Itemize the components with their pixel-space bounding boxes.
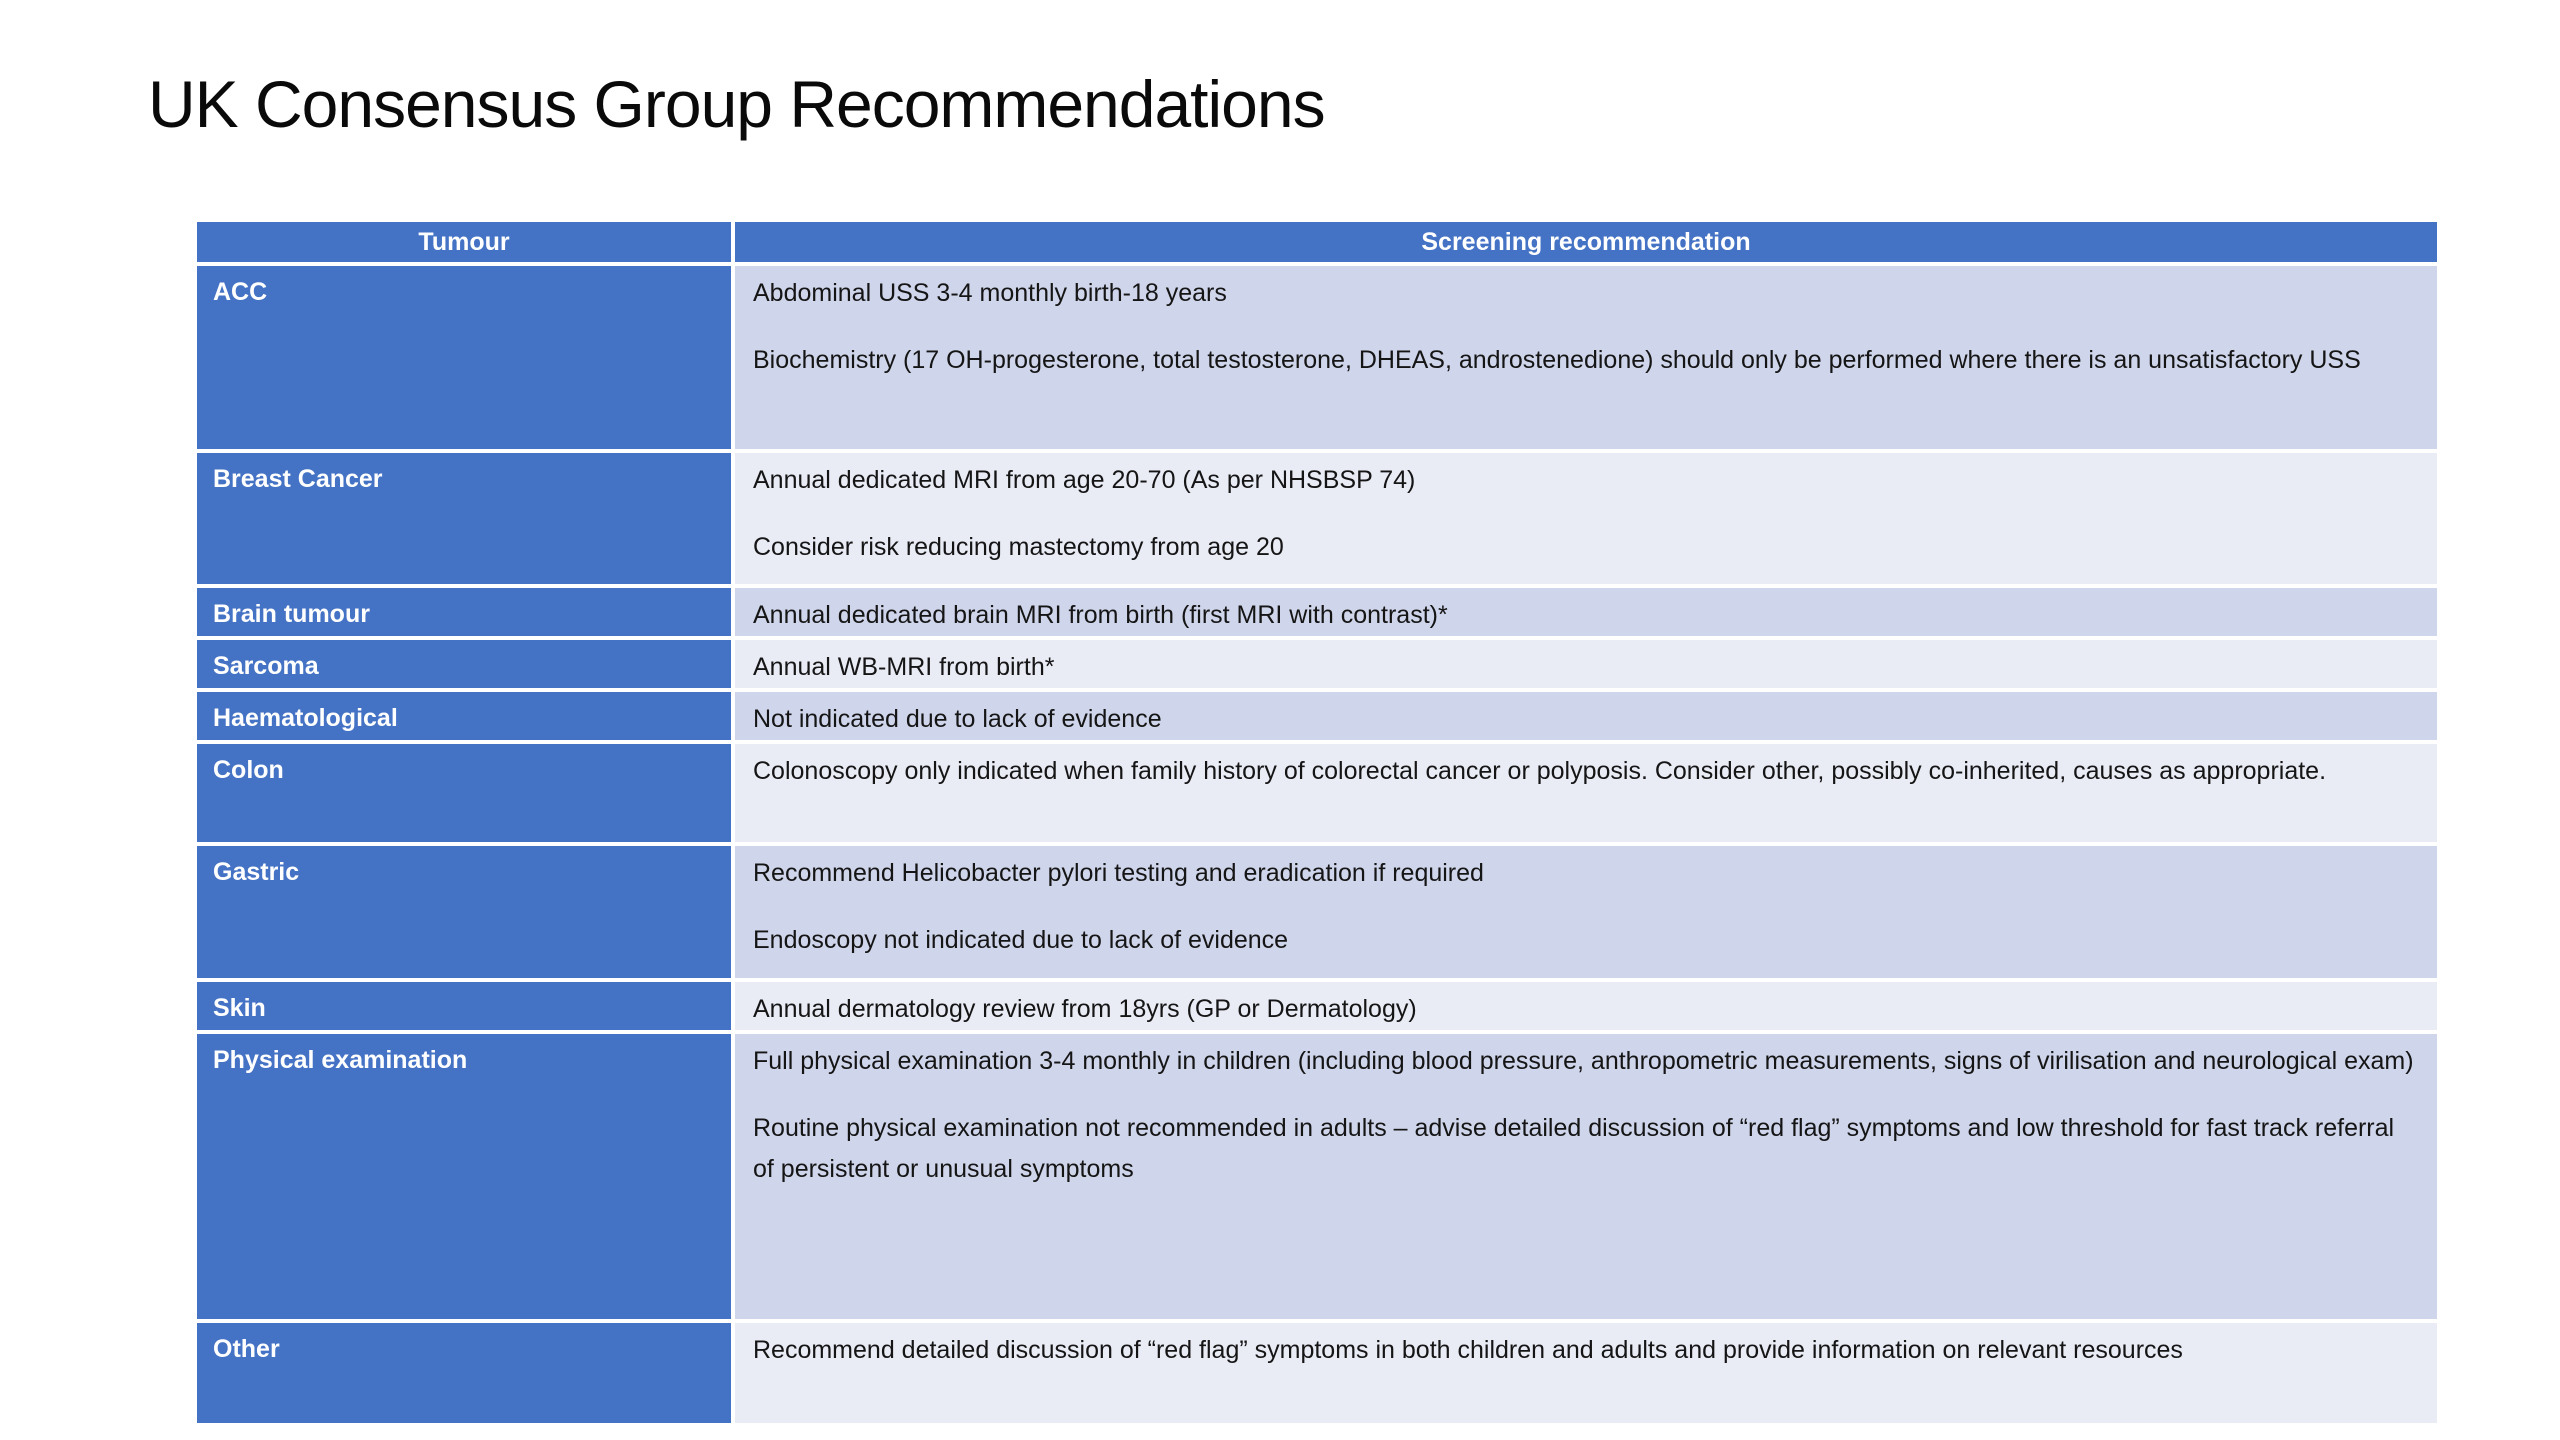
recommendation-text: Recommend Helicobacter pylori testing and eradication if required [753, 859, 1484, 887]
tumour-cell: Haematological [195, 690, 733, 742]
tumour-cell: ACC [195, 264, 733, 451]
recommendation-cell [733, 451, 2439, 586]
recommendation-cell [733, 264, 2439, 451]
recommendation-text: Annual dedicated MRI from age 20-70 (As per NHSBSP 74) [753, 466, 1416, 494]
recommendation-cell [733, 1032, 2439, 1321]
table-row [195, 638, 2439, 690]
table-row [195, 980, 2439, 1032]
tumour-cell: Brain tumour [195, 586, 733, 638]
recommendation-cell [733, 638, 2439, 690]
recommendation-cell [733, 1321, 2439, 1425]
tumour-cell: Skin [195, 980, 733, 1032]
recommendation-text: Endoscopy not indicated due to lack of evidence [753, 926, 1289, 954]
tumour-cell: Physical examination [195, 1032, 733, 1321]
recommendations-table [193, 218, 2441, 1427]
recommendation-text: Colonoscopy only indicated when family history of colorectal cancer or polyposis. Consider other, possibly co-inherited, causes as appropriate. [753, 757, 2327, 785]
header-screening-recommendation: Screening recommendation [733, 220, 2439, 264]
table-row [195, 264, 2439, 451]
recommendation-cell [733, 586, 2439, 638]
table-row [195, 1032, 2439, 1321]
table-row [195, 844, 2439, 980]
recommendation-text: Routine physical examination not recommended in adults – advise detailed discussion of “red flag” symptoms and low threshold for fast track referral of persistent or unusual symptoms [753, 1114, 2395, 1183]
tumour-cell: Gastric [195, 844, 733, 980]
table-row [195, 1321, 2439, 1425]
header-tumour: Tumour [195, 220, 733, 264]
recommendation-text: Biochemistry (17 OH-progesterone, total testosterone, DHEAS, androstenedione) should only be performed where there is an unsatisfactory USS [753, 346, 2361, 374]
recommendation-text: Full physical examination 3-4 monthly in children (including blood pressure, anthropometric measurements, signs of virilisation and neurological exam) [753, 1047, 2414, 1075]
tumour-cell: Sarcoma [195, 638, 733, 690]
slide-title: UK Consensus Group Recommendations [148, 67, 1325, 141]
recommendation-cell [733, 980, 2439, 1032]
recommendation-cell [733, 690, 2439, 742]
recommendation-cell [733, 742, 2439, 844]
recommendation-text: Annual dermatology review from 18yrs (GP or Dermatology) [753, 995, 1417, 1023]
recommendation-text: Annual WB-MRI from birth* [753, 653, 1055, 681]
table-row [195, 451, 2439, 586]
table-row [195, 690, 2439, 742]
recommendation-text: Consider risk reducing mastectomy from age 20 [753, 533, 1284, 561]
table-row [195, 742, 2439, 844]
recommendation-text: Annual dedicated brain MRI from birth (first MRI with contrast)* [753, 601, 1448, 629]
tumour-cell: Colon [195, 742, 733, 844]
recommendation-text: Recommend detailed discussion of “red flag” symptoms in both children and adults and provide information on relevant resources [753, 1336, 2183, 1364]
tumour-cell: Other [195, 1321, 733, 1425]
recommendation-cell [733, 844, 2439, 980]
recommendation-text: Abdominal USS 3-4 monthly birth-18 years [753, 279, 1227, 307]
table-header-row [195, 220, 2439, 264]
recommendation-text: Not indicated due to lack of evidence [753, 705, 1162, 733]
tumour-cell: Breast Cancer [195, 451, 733, 586]
table-row [195, 586, 2439, 638]
